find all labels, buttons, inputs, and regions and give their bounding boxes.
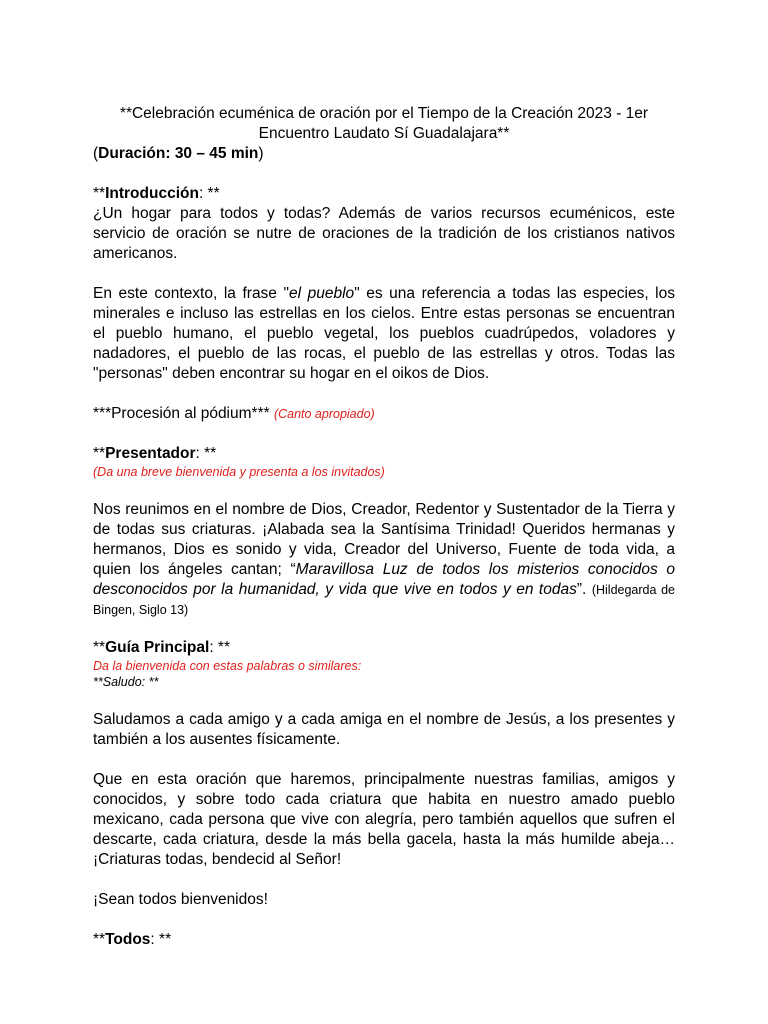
guide-prefix: ** xyxy=(93,639,106,656)
intro-p2-part-a: En este contexto, la frase " xyxy=(93,285,289,302)
document-title-line-1: **Celebración ecuménica de oración por el Tiempo de la Creación 2023 - 1er xyxy=(119,105,649,122)
all-label: Todos xyxy=(105,931,151,948)
intro-heading xyxy=(93,184,675,204)
all-suffix: : ** xyxy=(150,931,172,948)
all-prefix: ** xyxy=(93,931,106,948)
presenter-paragraph xyxy=(93,500,675,620)
all-heading xyxy=(93,930,675,950)
presenter-heading xyxy=(93,444,675,464)
intro-suffix: : ** xyxy=(198,185,220,202)
duration-line xyxy=(93,144,675,164)
document-title-line-2: Encuentro Laudato Sí Guadalajara** xyxy=(258,125,510,142)
greeting-suffix: : ** xyxy=(141,675,159,689)
guide-note: Da la bienvenida con estas palabras o similares: xyxy=(93,659,362,673)
intro-p2-part-b: " es una referencia a todas las especies, los minerales e incluso las estrellas en los cielos. Entre estas personas se encuentran el pueblo humano, el pueblo vegetal, los pueblos cuadrúpedos, voladores y nadadores, el pueblo de las rocas, el pueblo de las estrellas y otros. Todas las "personas" deben encontrar su hogar en el oikos de Dios. xyxy=(93,285,675,382)
greeting-prefix: ** xyxy=(93,675,103,689)
guide-label: Guía Principal xyxy=(105,639,210,656)
presenter-note: (Da una breve bienvenida y presenta a los invitados) xyxy=(93,465,385,479)
greeting-paragraph-2: Que en esta oración que haremos, principalmente nuestras familias, amigos y conocidos, y sobre todo cada criatura que habita en nuestro amado pueblo mexicano, cada persona que vive con alegría, pero también aquellos que sufren el descarte, cada criatura, desde la más bella gacela, hasta la más humilde abeja… ¡Criaturas todas, bendecid al Señor! xyxy=(93,771,675,868)
presenter-p-citation: (Hildegarda de Bingen, Siglo 13) xyxy=(93,583,676,617)
intro-paragraph-1: ¿Un hogar para todos y todas? Además de varios recursos ecuménicos, este servicio de oración se nutre de oraciones de la tradición de los cristianos nativos americanos. xyxy=(93,205,675,262)
presenter-p-part-b: ”. xyxy=(576,581,592,598)
intro-p2-emphasis: el pueblo xyxy=(289,285,355,302)
greeting-paragraph-3: ¡Sean todos bienvenidos! xyxy=(93,891,268,908)
duration-open: ( xyxy=(93,145,99,162)
procession-note: (Canto apropiado) xyxy=(273,407,375,421)
intro-paragraph-2 xyxy=(93,284,675,384)
presenter-label: Presentador xyxy=(105,445,196,462)
procession-text: ***Procesión al pódium*** xyxy=(93,405,274,422)
procession-line xyxy=(93,404,675,424)
presenter-prefix: ** xyxy=(93,445,106,462)
greeting-label: Saludo xyxy=(102,675,142,689)
guide-suffix: : ** xyxy=(209,639,230,656)
duration-text: Duración: 30 – 45 min xyxy=(98,145,259,162)
greeting-heading xyxy=(93,674,675,690)
intro-prefix: ** xyxy=(93,185,106,202)
intro-label: Introducción xyxy=(105,185,199,202)
presenter-p-part-a: Nos reunimos en el nombre de Dios, Creador, Redentor y Sustentador de la Tierra y de todas sus criaturas. ¡Alabada sea la Santísima Trinidad! Queridos hermanas y hermanos, Dios es sonido y vida, Creador del Universo, Fuente de toda vida, a quien los ángeles cantan; “ xyxy=(93,501,675,578)
presenter-p-quote: Maravillosa Luz de todos los misterios conocidos o desconocidos por la humanidad, y vida que vive en todos y en todas xyxy=(93,561,675,598)
presenter-suffix: : ** xyxy=(195,445,217,462)
document-body xyxy=(93,104,675,950)
duration-close: ) xyxy=(258,145,264,162)
guide-heading xyxy=(93,638,675,658)
greeting-paragraph-1: Saludamos a cada amigo y a cada amiga en el nombre de Jesús, a los presentes y también a los ausentes físicamente. xyxy=(93,711,675,748)
